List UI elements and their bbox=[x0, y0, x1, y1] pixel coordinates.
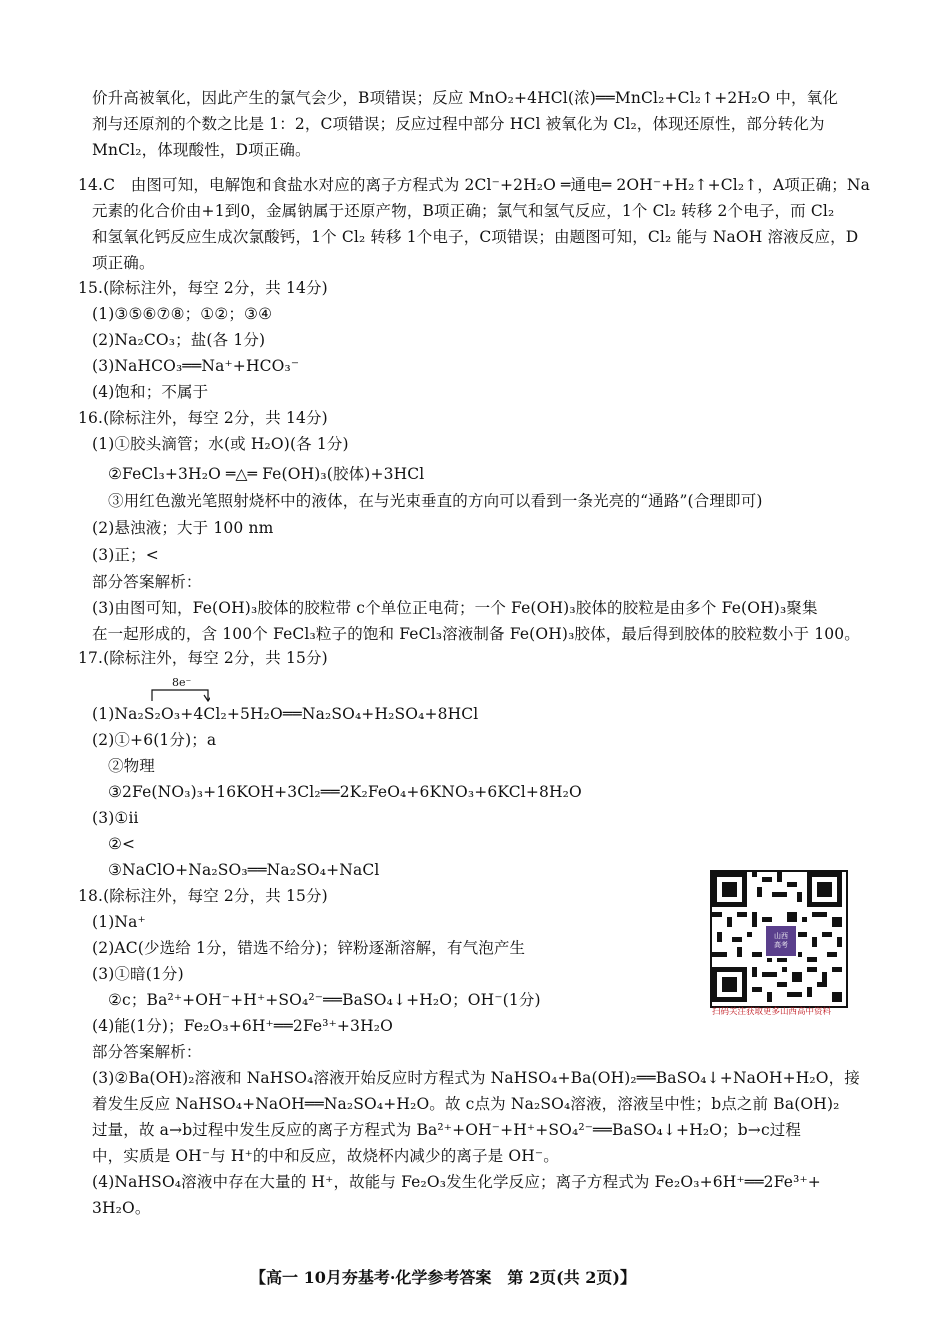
text-line: ③NaClO+Na₂SO₃══Na₂SO₄+NaCl bbox=[108, 861, 380, 879]
text-line: ②< bbox=[108, 835, 136, 853]
text-line: ③用红色激光笔照射烧杯中的液体，在与光束垂直的方向可以看到一条光亮的“通路”(合理即可) bbox=[108, 492, 763, 510]
text-line: 14.C 由图可知，电解饱和食盐水对应的离子方程式为 2Cl⁻+2H₂O ═通电═ 2OH⁻+H₂↑+Cl₂↑，A项正确；Na bbox=[78, 176, 871, 194]
text-line: 3H₂O。 bbox=[92, 1199, 151, 1217]
electron-label: 8e⁻ bbox=[172, 676, 192, 689]
text-line: 项正确。 bbox=[92, 254, 155, 272]
text-line: ②c；Ba²⁺+OH⁻+H⁺+SO₄²⁻══BaSO₄↓+H₂O；OH⁻(1分) bbox=[108, 991, 541, 1009]
text-line: (2)①+6(1分)；a bbox=[92, 731, 217, 749]
text-line: (1)③⑤⑥⑦⑧；①②；③④ bbox=[92, 305, 273, 323]
section-heading: 18.(除标注外，每空 2分，共 15分) bbox=[78, 887, 328, 905]
text-line: 剂与还原剂的个数之比是 1：2，C项错误；反应过程中部分 HCl 被氧化为 Cl₂，体现还原性，部分转化为 bbox=[92, 115, 825, 133]
text-line: 过量，故 a→b过程中发生反应的离子方程式为 Ba²⁺+OH⁻+H⁺+SO₄²⁻══BaSO₄↓+H₂O；b→c过程 bbox=[92, 1121, 802, 1139]
text-line: 部分答案解析： bbox=[92, 1043, 202, 1061]
text-line: (1)Na₂S₂O₃+4Cl₂+5H₂O══Na₂SO₄+H₂SO₄+8HCl bbox=[92, 705, 479, 723]
text-line: 中，实质是 OH⁻与 H⁺的中和反应，故烧杯内减少的离子是 OH⁻。 bbox=[92, 1147, 559, 1165]
text-line: ②FeCl₃+3H₂O ═△═ Fe(OH)₃(胶体)+3HCl bbox=[108, 465, 425, 483]
text-line: 和氢氧化钙反应生成次氯酸钙，1个 Cl₂ 转移 1个电子，C项错误；由题图可知，Cl₂ 能与 NaOH 溶液反应，D bbox=[92, 228, 859, 246]
qr-caption: 扫码关注获取更多山西高中资料 bbox=[712, 1007, 832, 1017]
qr-logo-line: 山西 bbox=[774, 932, 788, 940]
text-line: 价升高被氧化，因此产生的氯气会少，B项错误；反应 MnO₂+4HCl(浓)══MnCl₂+Cl₂↑+2H₂O 中，氧化 bbox=[92, 89, 838, 107]
page-footer: 【高一 10月夯基考·化学参考答案 第 2页(共 2页)】 bbox=[250, 1268, 636, 1287]
text-line: (3)②Ba(OH)₂溶液和 NaHSO₄溶液开始反应时方程式为 NaHSO₄+Ba(OH)₂══BaSO₄↓+NaOH+H₂O，接 bbox=[92, 1069, 860, 1087]
text-line: 着发生反应 NaHSO₄+NaOH══Na₂SO₄+H₂O。故 c点为 Na₂SO₄溶液，溶液呈中性；b点之前 Ba(OH)₂ bbox=[92, 1095, 840, 1113]
text-line: (2)Na₂CO₃；盐(各 1分) bbox=[92, 331, 266, 349]
text-line: (4)饱和；不属于 bbox=[92, 383, 209, 401]
text-line: (1)①胶头滴管；水(或 H₂O)(各 1分) bbox=[92, 435, 349, 453]
text-line: (4)能(1分)；Fe₂O₃+6H⁺══2Fe³⁺+3H₂O bbox=[92, 1017, 393, 1035]
text-line: (2)悬浊液；大于 100 nm bbox=[92, 519, 274, 537]
text-line: ③2Fe(NO₃)₃+16KOH+3Cl₂══2K₂FeO₄+6KNO₃+6KCl+8H₂O bbox=[108, 783, 582, 801]
text-line: 部分答案解析： bbox=[92, 573, 202, 591]
section-heading: 15.(除标注外，每空 2分，共 14分) bbox=[78, 279, 328, 297]
section-heading: 17.(除标注外，每空 2分，共 15分) bbox=[78, 649, 328, 667]
qr-logo bbox=[764, 924, 798, 958]
text-line: (3)NaHCO₃══Na⁺+HCO₃⁻ bbox=[92, 357, 300, 375]
text-line: 元素的化合价由+1到0，金属钠属于还原产物，B项正确；氯气和氢气反应，1个 Cl₂ 转移 2个电子，而 Cl₂ bbox=[92, 202, 835, 220]
qr-code[interactable] bbox=[710, 870, 848, 1008]
text-line: (2)AC(少选给 1分，错选不给分)；锌粉逐渐溶解，有气泡产生 bbox=[92, 939, 526, 957]
text-line: (3)由图可知，Fe(OH)₃胶体的胶粒带 c个单位正电荷；一个 Fe(OH)₃胶体的胶粒是由多个 Fe(OH)₃聚集 bbox=[92, 599, 818, 617]
section-heading: 16.(除标注外，每空 2分，共 14分) bbox=[78, 409, 328, 427]
text-line: ②物理 bbox=[108, 757, 155, 775]
text-line: (1)Na⁺ bbox=[92, 913, 146, 931]
text-line: (3)正；< bbox=[92, 546, 159, 564]
qr-logo-line: 高考 bbox=[774, 941, 788, 949]
text-line: (4)NaHSO₄溶液中存在大量的 H⁺，故能与 Fe₂O₃发生化学反应；离子方程式为 Fe₂O₃+6H⁺══2Fe³⁺+ bbox=[92, 1173, 821, 1191]
electron-transfer-arrow bbox=[150, 676, 210, 702]
text-line: 在一起形成的，含 100个 FeCl₃粒子的饱和 FeCl₃溶液制备 Fe(OH)₃胶体，最后得到胶体的胶粒数小于 100。 bbox=[92, 625, 860, 643]
text-line: MnCl₂，体现酸性，D项正确。 bbox=[92, 141, 311, 159]
text-line: (3)①ii bbox=[92, 809, 139, 827]
text-line: (3)①暗(1分) bbox=[92, 965, 184, 983]
